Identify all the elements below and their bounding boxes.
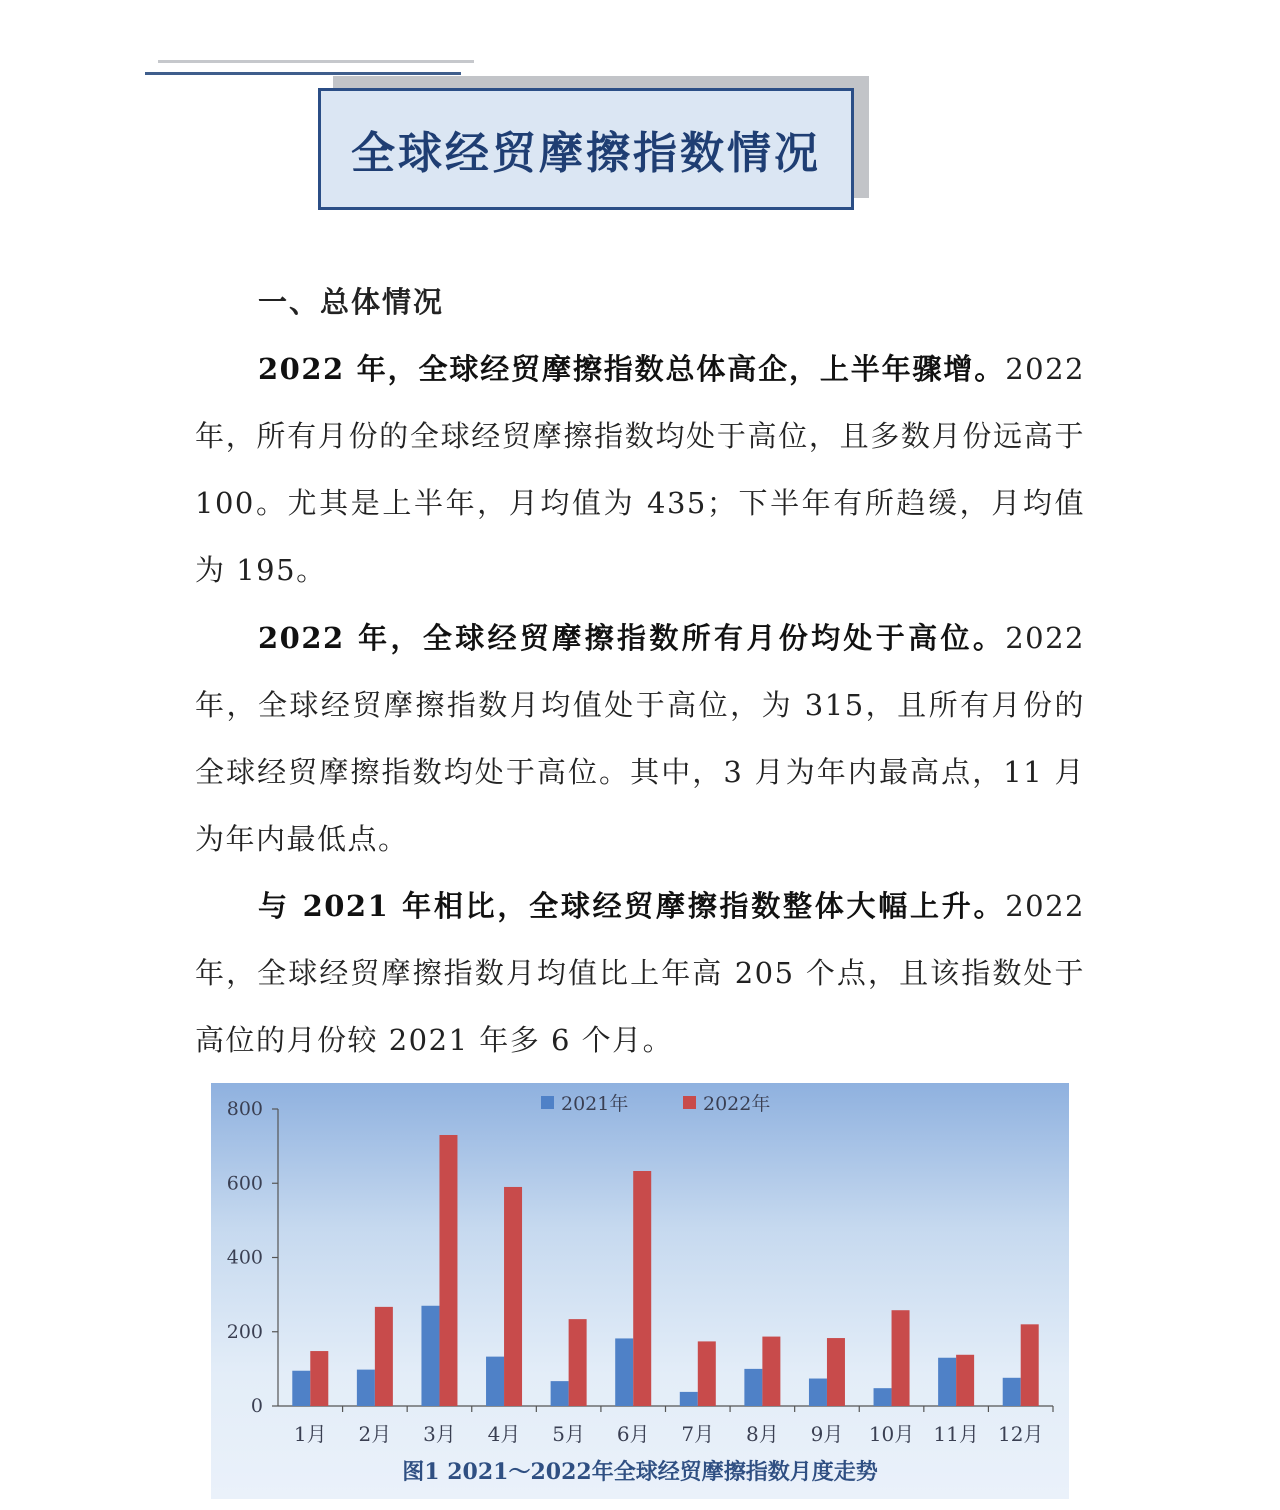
- bar-2021年-9月: [809, 1379, 827, 1406]
- bar-2021年-12月: [1003, 1378, 1021, 1406]
- bar-2021年-10月: [874, 1388, 892, 1406]
- bar-2021年-3月: [421, 1306, 439, 1406]
- paragraph-1: [195, 336, 1085, 604]
- x-tick-label: 10月: [868, 1422, 915, 1446]
- legend-label: 2022年: [703, 1093, 771, 1115]
- bar-2022年-12月: [1021, 1324, 1039, 1406]
- x-tick-label: 6月: [616, 1422, 650, 1446]
- bar-2021年-6月: [615, 1338, 633, 1406]
- x-tick-label: 8月: [746, 1422, 779, 1446]
- bar-2022年-11月: [956, 1355, 974, 1406]
- legend-swatch-2022年: [683, 1096, 696, 1109]
- bar-2021年-5月: [551, 1381, 569, 1406]
- y-tick-label: 800: [226, 1098, 263, 1120]
- paragraph-1-lead: 2022 年，全球经贸摩擦指数总体高企，上半年骤增。: [258, 352, 1006, 386]
- paragraph-2-body: 2022 年，全球经贸摩擦指数月均值处于高位，为 315，且所有月份的全球经贸摩擦指数均处于高位。其中，3 月为年内最高点，11 月为年内最低点。: [195, 621, 1085, 856]
- paragraph-3-body: 2022 年，全球经贸摩擦指数月均值比上年高 205 个点，且该指数处于高位的月份较 2021 年多 6 个月。: [195, 889, 1085, 1057]
- bar-2022年-10月: [892, 1310, 910, 1406]
- bar-2022年-9月: [827, 1338, 845, 1406]
- paragraph-3: [195, 873, 1085, 1074]
- y-tick-label: 400: [226, 1246, 263, 1269]
- x-tick-label: 9月: [810, 1422, 844, 1446]
- x-tick-label: 4月: [487, 1422, 521, 1446]
- bar-2021年-4月: [486, 1357, 504, 1406]
- x-tick-label: 5月: [552, 1422, 585, 1446]
- legend-label: 2021年: [561, 1093, 629, 1115]
- page-title: 全球经贸摩擦指数情况: [351, 128, 821, 179]
- bar-2022年-1月: [310, 1351, 328, 1406]
- decorative-rule-blue: [145, 72, 461, 75]
- bar-2022年-8月: [762, 1337, 780, 1406]
- bar-2022年-6月: [633, 1171, 651, 1406]
- bar-2022年-2月: [375, 1307, 393, 1406]
- paragraph-3-lead: 与 2021 年相比，全球经贸摩擦指数整体大幅上升。: [258, 889, 1006, 923]
- x-tick-label: 3月: [423, 1422, 456, 1446]
- x-tick-label: 2月: [358, 1422, 392, 1446]
- bar-2022年-7月: [698, 1341, 716, 1406]
- chart-svg: [211, 1083, 1069, 1499]
- x-tick-label: 1月: [293, 1422, 327, 1446]
- chart-caption: 图1 2021～2022年全球经贸摩擦指数月度走势: [402, 1459, 878, 1485]
- bar-2022年-5月: [569, 1319, 587, 1406]
- y-tick-label: 600: [226, 1172, 263, 1195]
- legend-swatch-2021年: [541, 1096, 554, 1109]
- bar-2021年-7月: [680, 1392, 698, 1406]
- y-tick-label: 0: [250, 1395, 263, 1417]
- x-tick-label: 11月: [933, 1422, 979, 1446]
- decorative-rule-gray: [158, 60, 474, 63]
- bar-2021年-11月: [938, 1358, 956, 1406]
- x-tick-label: 12月: [997, 1422, 1044, 1446]
- title-box: [318, 88, 854, 210]
- x-tick-label: 7月: [681, 1422, 715, 1446]
- y-tick-label: 200: [226, 1320, 263, 1343]
- monthly-index-chart: [211, 1083, 1069, 1499]
- bar-2021年-8月: [744, 1369, 762, 1406]
- paragraph-1-body: 2022 年，所有月份的全球经贸摩擦指数均处于高位，且多数月份远高于 100。尤其是上半年，月均值为 435；下半年有所趋缓，月均值为 195。: [195, 352, 1085, 587]
- section-heading: 一、总体情况: [258, 285, 445, 319]
- bar-2022年-3月: [439, 1135, 457, 1406]
- bar-2021年-2月: [357, 1370, 375, 1406]
- paragraph-2: [195, 605, 1085, 873]
- bar-2022年-4月: [504, 1187, 522, 1406]
- paragraph-2-lead: 2022 年，全球经贸摩擦指数所有月份均处于高位。: [258, 621, 1006, 655]
- bar-2021年-1月: [292, 1371, 310, 1406]
